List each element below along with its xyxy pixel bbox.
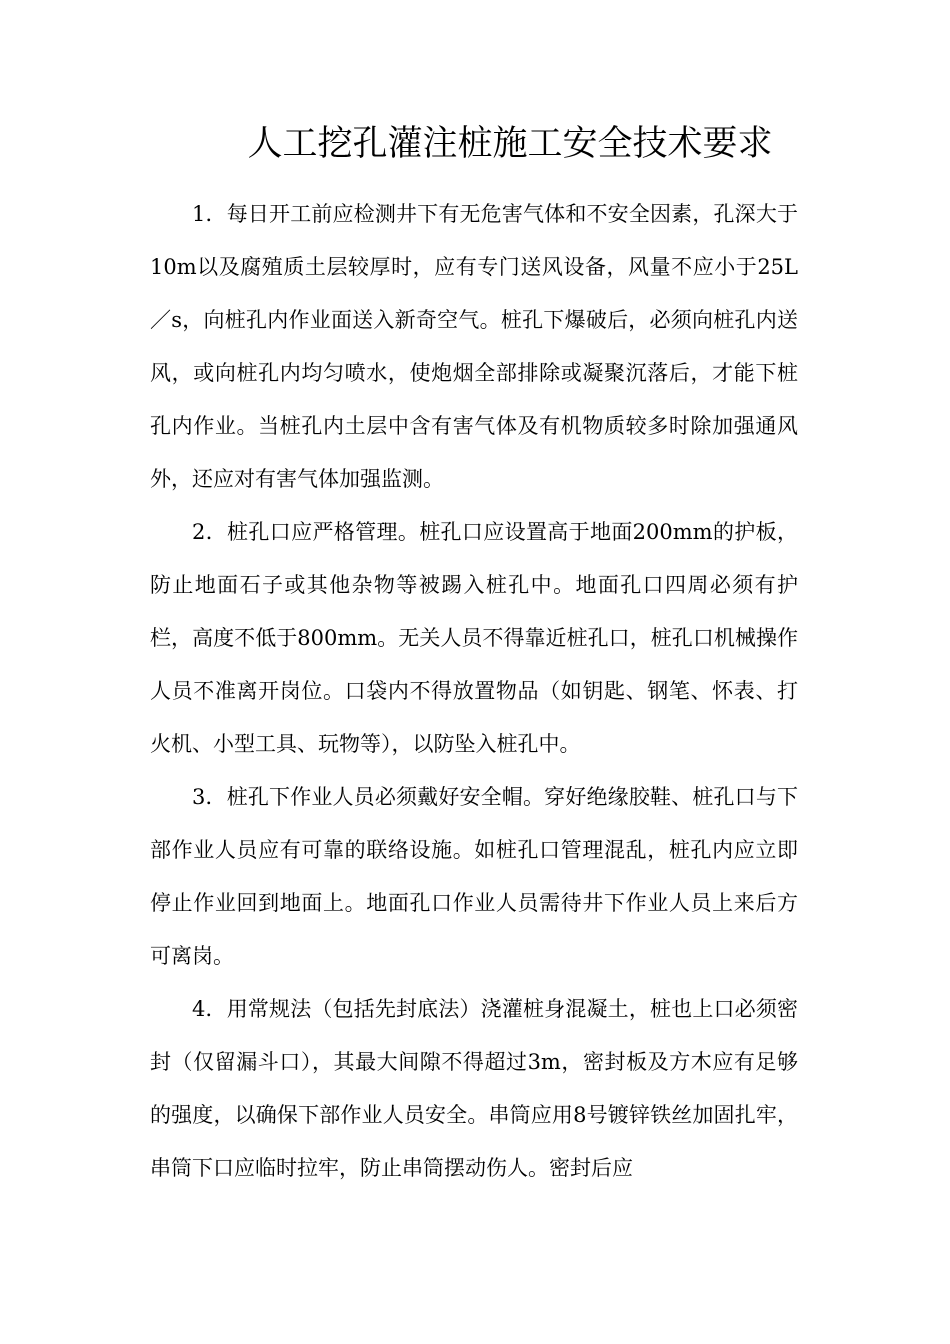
paragraph-1: 1．每日开工前应检测井下有无危害气体和不安全因素，孔深大于10m以及腐殖质土层较厚时，应有专门送风设备，风量不应小于25L／s，向桩孔内作业面送入新奇空气。桩孔下爆破后，必须向桩孔内送风，或向桩孔内均匀喷水，使炮烟全部排除或凝聚沉落后，才能下桩孔内作业。当桩孔内土层中含有害气体及有机物质较多时除加强通风外，还应对有害气体加强监测。 xyxy=(150,202,798,491)
paragraph-3: 3．桩孔下作业人员必须戴好安全帽。穿好绝缘胶鞋、桩孔口与下部作业人员应有可靠的联络设施。如桩孔口管理混乱，桩孔内应立即停止作业回到地面上。地面孔口作业人员需待井下作业人员上来后方可离岗。 xyxy=(150,785,798,968)
document-body xyxy=(150,188,798,1195)
paragraph-2: 2．桩孔口应严格管理。桩孔口应设置高于地面200mm的护板，防止地面石子或其他杂物等被踢入桩孔中。地面孔口四周必须有护栏，高度不低于800mm。无关人员不得靠近桩孔口，桩孔口机械操作人员不准离开岗位。口袋内不得放置物品（如钥匙、钢笔、怀表、打火机、小型工具、玩物等），以防坠入桩孔中。 xyxy=(150,520,798,756)
paragraph-4: 4．用常规法（包括先封底法）浇灌桩身混凝土，桩也上口必须密封（仅留漏斗口），其最大间隙不得超过3m，密封板及方木应有足够的强度，以确保下部作业人员安全。串筒应用8号镀锌铁丝加固扎牢，串筒下口应临时拉牢，防止串筒摆动伤人。密封后应 xyxy=(150,997,798,1180)
document-title: 人工挖孔灌注桩施工安全技术要求 xyxy=(247,124,773,164)
